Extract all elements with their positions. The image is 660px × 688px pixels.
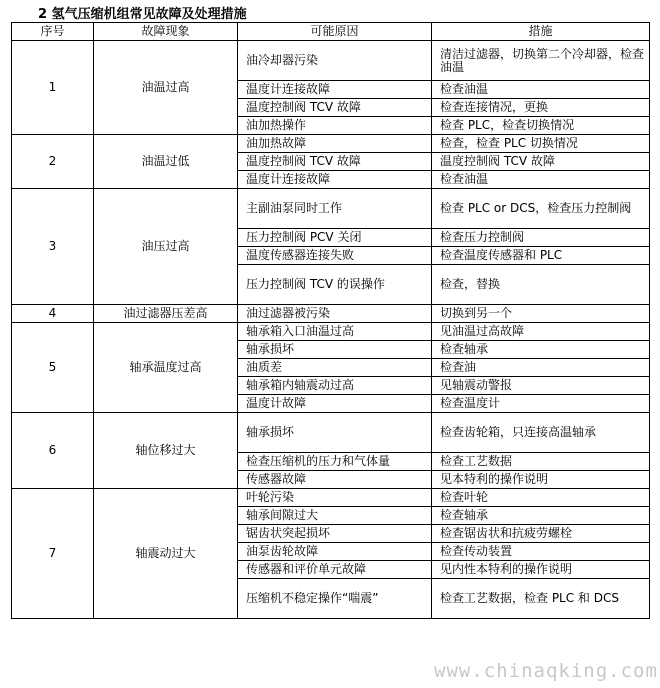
table-body xyxy=(12,41,650,619)
header-seq: 序号 xyxy=(12,23,94,41)
cause-cell: 温度控制阀 TCV 故障 xyxy=(238,99,432,117)
measure-cell: 切换到另一个 xyxy=(432,305,650,323)
measure-cell: 检查，替换 xyxy=(432,265,650,305)
measure-cell: 检查，检查 PLC 切换情况 xyxy=(432,135,650,153)
measure-cell: 检查齿轮箱，只连接高温轴承 xyxy=(432,413,650,453)
measure-cell: 见油温过高故障 xyxy=(432,323,650,341)
measure-cell: 检查油 xyxy=(432,359,650,377)
table-row xyxy=(12,135,650,153)
cause-cell: 轴承箱内轴震动过高 xyxy=(238,377,432,395)
seq-cell: 5 xyxy=(12,323,94,413)
phenomenon-cell: 油温过高 xyxy=(94,41,238,135)
seq-cell: 6 xyxy=(12,413,94,489)
seq-cell: 1 xyxy=(12,41,94,135)
cause-cell: 油过滤器被污染 xyxy=(238,305,432,323)
measure-cell: 检查压力控制阀 xyxy=(432,229,650,247)
measure-cell: 检查工艺数据 xyxy=(432,453,650,471)
watermark: www.chinaqking.com xyxy=(434,660,658,682)
cause-cell: 叶轮污染 xyxy=(238,489,432,507)
cause-cell: 检查压缩机的压力和气体量 xyxy=(238,453,432,471)
cause-cell: 温度控制阀 TCV 故障 xyxy=(238,153,432,171)
cause-cell: 油质差 xyxy=(238,359,432,377)
table-row xyxy=(12,41,650,81)
cause-cell: 传感器故障 xyxy=(238,471,432,489)
cause-cell: 轴承损坏 xyxy=(238,413,432,453)
seq-cell: 4 xyxy=(12,305,94,323)
table-row xyxy=(12,189,650,229)
table-row xyxy=(12,305,650,323)
cause-cell: 锯齿状突起损坏 xyxy=(238,525,432,543)
phenomenon-cell: 油压过高 xyxy=(94,189,238,305)
cause-cell: 轴承损坏 xyxy=(238,341,432,359)
header-measure: 措施 xyxy=(432,23,650,41)
measure-cell: 见轴震动警报 xyxy=(432,377,650,395)
cause-cell: 主副油泵同时工作 xyxy=(238,189,432,229)
header-cause: 可能原因 xyxy=(238,23,432,41)
cause-cell: 油加热故障 xyxy=(238,135,432,153)
cause-cell: 油冷却器污染 xyxy=(238,41,432,81)
phenomenon-cell: 轴震动过大 xyxy=(94,489,238,619)
measure-cell: 检查油温 xyxy=(432,81,650,99)
cause-cell: 压力控制阀 PCV 关闭 xyxy=(238,229,432,247)
measure-cell: 检查油温 xyxy=(432,171,650,189)
fault-table xyxy=(11,22,650,619)
measure-cell: 检查工艺数据，检查 PLC 和 DCS xyxy=(432,579,650,619)
measure-cell: 检查传动装置 xyxy=(432,543,650,561)
cause-cell: 传感器和评价单元故障 xyxy=(238,561,432,579)
page-title: 2 氢气压缩机组常见故障及处理措施 xyxy=(38,7,247,22)
phenomenon-cell: 油温过低 xyxy=(94,135,238,189)
measure-cell: 检查叶轮 xyxy=(432,489,650,507)
cause-cell: 油泵齿轮故障 xyxy=(238,543,432,561)
table-row xyxy=(12,323,650,341)
measure-cell: 检查温度计 xyxy=(432,395,650,413)
phenomenon-cell: 轴位移过大 xyxy=(94,413,238,489)
phenomenon-cell: 油过滤器压差高 xyxy=(94,305,238,323)
measure-cell: 检查连接情况，更换 xyxy=(432,99,650,117)
cause-cell: 压力控制阀 TCV 的误操作 xyxy=(238,265,432,305)
cause-cell: 压缩机不稳定操作“喘震” xyxy=(238,579,432,619)
cause-cell: 轴承箱入口油温过高 xyxy=(238,323,432,341)
measure-cell: 见本特利的操作说明 xyxy=(432,471,650,489)
seq-cell: 3 xyxy=(12,189,94,305)
table-header-row xyxy=(12,23,650,41)
table-row xyxy=(12,413,650,453)
seq-cell: 2 xyxy=(12,135,94,189)
seq-cell: 7 xyxy=(12,489,94,619)
measure-cell: 检查轴承 xyxy=(432,507,650,525)
table-row xyxy=(12,489,650,507)
measure-cell: 检查温度传感器和 PLC xyxy=(432,247,650,265)
measure-cell: 检查 PLC，检查切换情况 xyxy=(432,117,650,135)
cause-cell: 油加热操作 xyxy=(238,117,432,135)
header-phenomenon: 故障现象 xyxy=(94,23,238,41)
cause-cell: 温度计连接故障 xyxy=(238,81,432,99)
measure-cell: 检查锯齿状和抗疲劳螺栓 xyxy=(432,525,650,543)
cause-cell: 温度传感器连接失败 xyxy=(238,247,432,265)
measure-cell: 检查轴承 xyxy=(432,341,650,359)
cause-cell: 轴承间隙过大 xyxy=(238,507,432,525)
measure-cell: 温度控制阀 TCV 故障 xyxy=(432,153,650,171)
measure-cell: 见内性本特利的操作说明 xyxy=(432,561,650,579)
phenomenon-cell: 轴承温度过高 xyxy=(94,323,238,413)
measure-cell: 检查 PLC or DCS，检查压力控制阀 xyxy=(432,189,650,229)
cause-cell: 温度计故障 xyxy=(238,395,432,413)
cause-cell: 温度计连接故障 xyxy=(238,171,432,189)
measure-cell: 清洁过滤器，切换第二个冷却器，检查油温 xyxy=(432,41,650,81)
